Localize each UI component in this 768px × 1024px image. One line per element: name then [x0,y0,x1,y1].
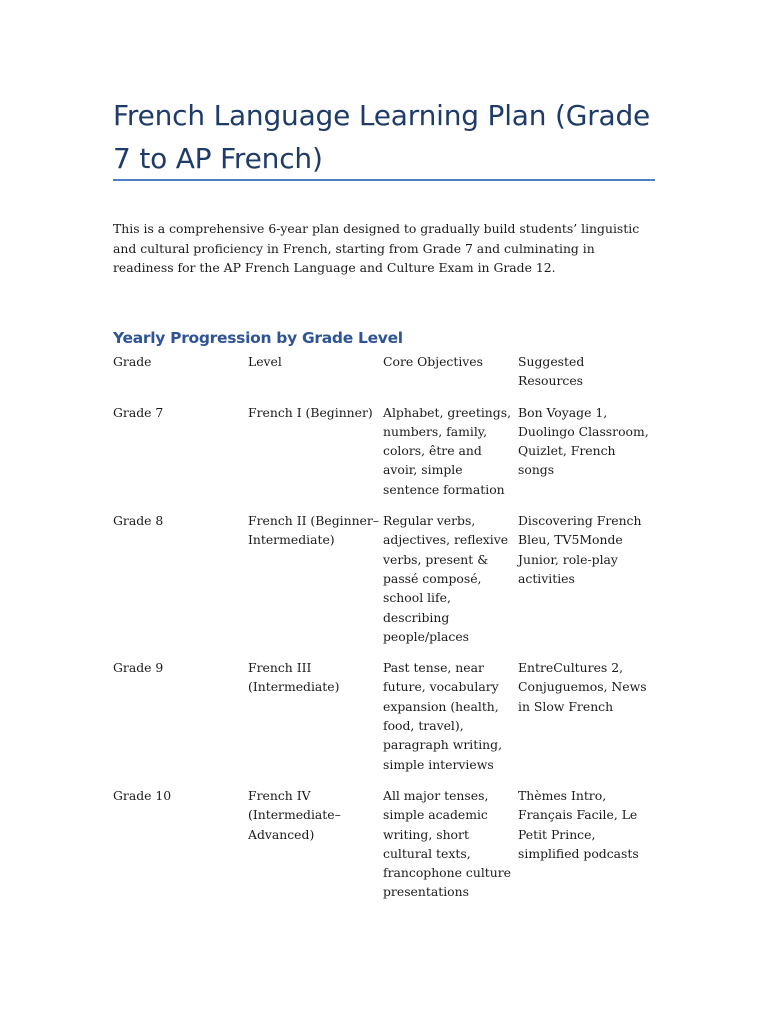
title-divider [113,179,655,181]
cell-resources: EntreCultures 2, Conjuguemos, News in Slow French [518,660,647,714]
table-row [113,403,653,511]
cell-level: French III (Intermediate) [248,660,340,695]
cell-resources: Discovering French Bleu, TV5Monde Junior, role-play activities [518,513,642,586]
cell-resources: Thèmes Intro, Français Facile, Le Petit Prince, simplified podcasts [518,787,639,861]
header-suggested-resources: Suggested Resources [518,354,585,389]
cell-level: French II (Beginner–Intermediate) [248,513,379,548]
intro-paragraph: This is a comprehensive 6-year plan designed to gradually build students’ linguistic and cultural proficiency in French, starting from Grade 7 and culminating in readiness for the AP French Language and Culture Exam in Grade 12. [113,221,640,276]
cell-grade: Grade 8 [113,513,164,529]
cell-level: French IV (Intermediate–Advanced) [248,787,341,842]
table-row [113,786,653,914]
table-row [113,658,653,786]
header-level: Level [248,354,282,369]
cell-level: French I (Beginner) [248,404,373,420]
cell-objectives: Regular verbs, adjectives, reflexive verbs, present & passé composé, school life, describing people/places [383,513,509,644]
cell-grade: Grade 7 [113,404,164,420]
cell-objectives: Alphabet, greetings, numbers, family, colors, être and avoir, simple sentence formation [383,404,512,497]
table-row [113,511,653,658]
cell-objectives: All major tenses, simple academic writing, short cultural texts, francophone culture presentations [383,787,511,900]
cell-resources: Bon Voyage 1, Duolingo Classroom, Quizlet, French songs [518,404,649,478]
cell-grade: Grade 9 [113,660,164,676]
table-header-row [113,352,653,403]
section-heading: Yearly Progression by Grade Level [113,329,403,347]
header-core-objectives: Core Objectives [383,354,483,369]
header-grade: Grade [113,354,152,369]
cell-objectives: Past tense, near future, vocabulary expansion (health, food, travel), paragraph writing, simple interviews [383,660,503,772]
progression-table [113,352,653,914]
cell-grade: Grade 10 [113,787,172,803]
document-title: French Language Learning Plan (Grade 7 to AP French) [113,99,651,175]
